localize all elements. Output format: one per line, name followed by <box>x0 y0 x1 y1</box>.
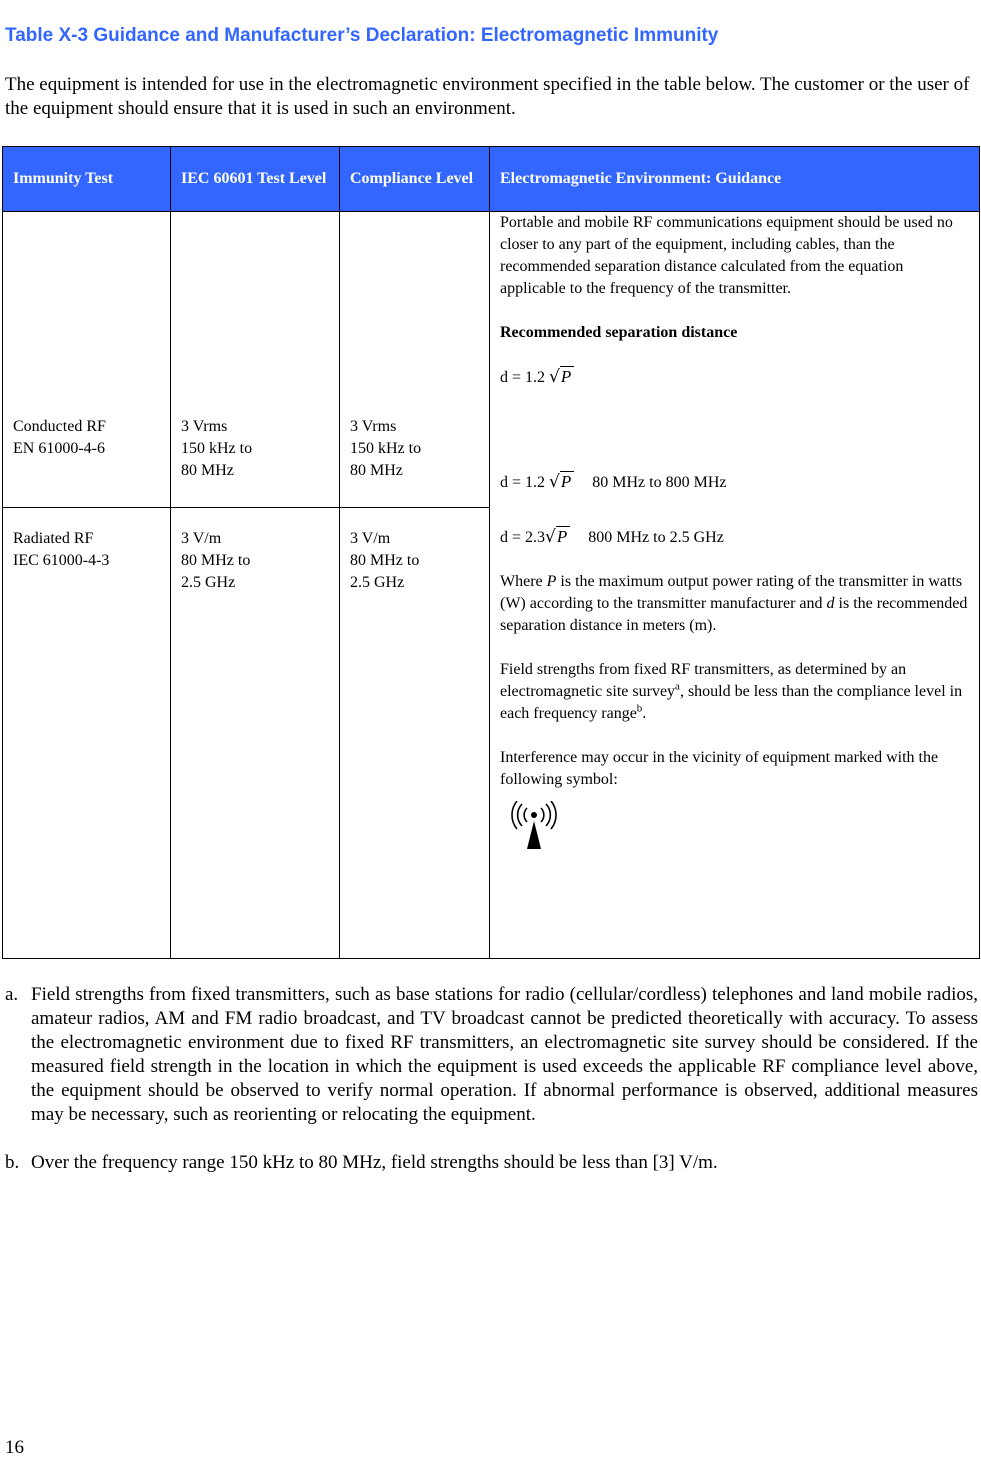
compliance-value: 3 Vrms <box>350 418 397 435</box>
level-value: 3 Vrms <box>181 418 228 435</box>
footnotes <box>5 983 978 1199</box>
test-name: Radiated RF <box>13 530 94 547</box>
compliance-value: 3 V/m <box>350 530 391 547</box>
equation-conducted <box>500 366 969 389</box>
equation-range: 80 MHz to 800 MHz <box>592 474 727 491</box>
footnote-text: Over the frequency range 150 kHz to 80 MHz, field strengths should be less than [3] V/m. <box>31 1152 718 1173</box>
level-range-end: 80 MHz <box>181 462 234 479</box>
equation-radiated-high <box>500 526 969 549</box>
footnote-b <box>5 1151 978 1175</box>
test-standard: EN 61000-4-6 <box>13 440 105 457</box>
guidance-interference: Interference may occur in the vicinity of equipment marked with the following symbol: <box>500 749 939 788</box>
footnote-text: Field strengths from fixed transmitters, such as base stations for radio (cellular/cordless) telephones and land mobile radios, amateur radios, AM and FM radio broadcast, and TV broadcast cannot be predicted theoretically with accuracy. To assess the electromagnetic environment due to fixed RF transmitters, an electromagnetic site survey should be considered. If the measured field strength in the location in which the equipment is used exceeds the applicable RF compliance level above, the equipment should be observed to verify normal operation. If abnormal performance is observed, additional measures may be necessary, such as reorienting or relocating the equipment. <box>31 984 978 1125</box>
cell-conducted-compliance <box>340 212 490 508</box>
table-header-row <box>3 147 980 212</box>
footnote-a <box>5 983 978 1127</box>
level-range-end: 2.5 GHz <box>181 574 236 591</box>
equation-radiated-low <box>500 471 969 494</box>
intro-paragraph: The equipment is intended for use in the electromagnetic environment specified in the table below. The customer or the user of the equipment should ensure that it is used in such an environment. <box>5 74 970 119</box>
cell-guidance <box>490 212 980 959</box>
equation-range: 800 MHz to 2.5 GHz <box>588 529 724 546</box>
compliance-range-start: 80 MHz to <box>350 552 420 569</box>
level-range-start: 150 kHz to <box>181 440 253 457</box>
header-immunity-test: Immunity Test <box>3 147 171 212</box>
table-row <box>3 212 980 508</box>
sqrt-p: √P <box>549 366 574 389</box>
sqrt-p: √P <box>549 471 574 494</box>
level-range-start: 80 MHz to <box>181 552 251 569</box>
compliance-range-start: 150 kHz to <box>350 440 422 457</box>
level-value: 3 V/m <box>181 530 222 547</box>
header-iec-test-level: IEC 60601 Test Level <box>171 147 340 212</box>
immunity-table <box>2 146 980 959</box>
test-name: Conducted RF <box>13 418 106 435</box>
compliance-range-end: 2.5 GHz <box>350 574 405 591</box>
document-title: Table X-3 Guidance and Manufacturer’s Declaration: Electromagnetic Immunity <box>5 25 719 46</box>
guidance-where: Where P is the maximum output power rating of the transmitter in watts (W) according to the transmitter manufacturer and d is the recommended separation distance in meters (m). <box>500 573 968 634</box>
sqrt-p: √P <box>545 526 570 549</box>
cell-radiated-test <box>3 508 171 959</box>
guidance-intro: Portable and mobile RF communications equipment should be used no closer to any part of the equipment, including cables, than the recommended separation distance calculated from the equation applicable to the frequency of the transmitter. <box>500 214 953 297</box>
equation-prefix: d = 1.2 <box>500 474 546 491</box>
equation-prefix: d = 1.2 <box>500 369 546 386</box>
guidance-field-strengths: Field strengths from fixed RF transmitters, as determined by an electromagnetic site survey$^a$, should be less than the compliance level in each frequency range$^b$. <box>500 661 963 722</box>
footnote-label: a. <box>5 984 19 1005</box>
compliance-range-end: 80 MHz <box>350 462 403 479</box>
guidance-heading: Recommended separation distance <box>500 324 738 341</box>
cell-conducted-test <box>3 212 171 508</box>
cell-conducted-iec-level <box>171 212 340 508</box>
header-em-guidance: Electromagnetic Environment: Guidance <box>490 147 980 212</box>
non-ionizing-radiation-icon <box>506 801 562 851</box>
equation-prefix: d = 2.3 <box>500 529 546 546</box>
header-compliance-level: Compliance Level <box>340 147 490 212</box>
cell-radiated-iec-level <box>171 508 340 959</box>
page-number: 16 <box>5 1437 24 1458</box>
footnote-label: b. <box>5 1152 20 1173</box>
test-standard: IEC 61000-4-3 <box>13 552 110 569</box>
cell-radiated-compliance <box>340 508 490 959</box>
